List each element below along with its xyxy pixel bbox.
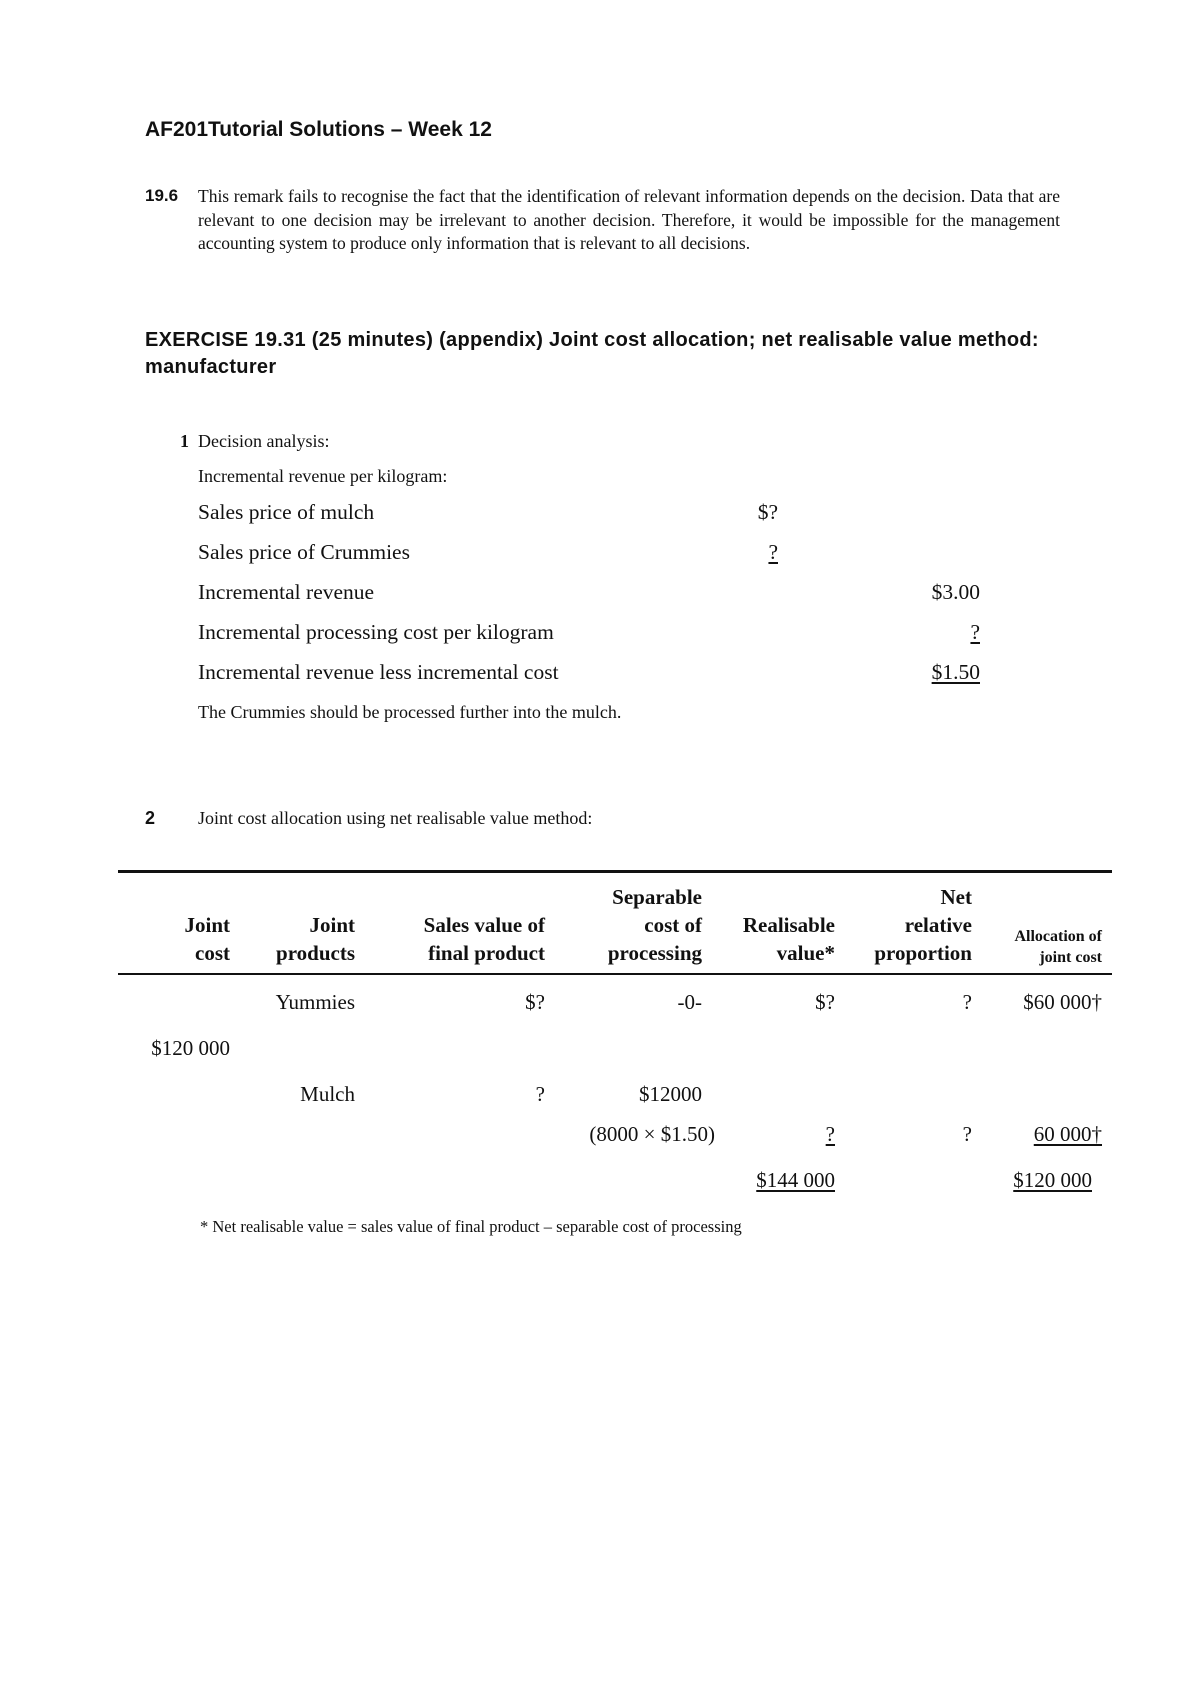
decision-row-col2: ? [970, 620, 980, 644]
product-name: Mulch [300, 1082, 355, 1106]
total-realisable-value: $144 000 [756, 1168, 835, 1192]
question-number: 19.6 [145, 186, 179, 205]
decision-row-col1: ? [768, 540, 778, 564]
separable-cost-calculation: (8000 × $1.50) [589, 1122, 715, 1146]
separable-cost: $12000 [639, 1082, 702, 1106]
part1-subtitle: Incremental revenue per kilogram: [198, 466, 448, 486]
part2-number: 2 [145, 808, 156, 828]
header-allocation: Allocation of joint cost [1014, 928, 1102, 966]
table-top-rule [118, 870, 1112, 873]
part1-conclusion: The Crummies should be processed further into the mulch. [198, 702, 622, 722]
realisable-value: $? [815, 990, 835, 1014]
sales-value: $? [525, 990, 545, 1014]
decision-row-label: Incremental revenue less incremental cost [198, 660, 559, 684]
question-answer-text: This remark fails to recognise the fact that the identification of relevant information depends on the decision. Data that are relevant to one decision may be irrelevant to another decision. Therefore, it would be impossible for the management accounting system to produce only information that is relevant to all decisions. [198, 186, 1060, 253]
exercise-heading: EXERCISE 19.31 (25 minutes) (appendix) Joint cost allocation; net realisable value method: manufacturer [145, 329, 1039, 378]
allocation-value: 60 000† [1033, 1122, 1102, 1146]
part2-title: Joint cost allocation using net realisable value method: [198, 808, 593, 828]
header-realisable-value: Realisable value* [742, 913, 835, 965]
table-header-rule [118, 973, 1112, 975]
header-sales-value: Sales value of final product [423, 913, 545, 965]
product-name: Yummies [275, 990, 355, 1014]
decision-row-label: Incremental processing cost per kilogram [198, 620, 554, 644]
decision-row-label: Sales price of Crummies [198, 540, 410, 564]
joint-cost-value: $120 000 [151, 1036, 230, 1060]
total-allocation: $120 000 [1013, 1168, 1092, 1192]
part1-title: Decision analysis: [198, 431, 330, 451]
decision-row-label: Incremental revenue [198, 580, 375, 604]
net-relative-proportion: ? [962, 1122, 972, 1146]
header-joint-cost: Joint cost [184, 913, 230, 965]
footnote: * Net realisable value = sales value of final product – separable cost of processing [200, 1217, 742, 1236]
header-separable-cost: Separable cost of processing [607, 885, 702, 965]
decision-row-col2: $1.50 [931, 660, 980, 684]
realisable-value: ? [825, 1122, 835, 1146]
decision-row-col1: $? [757, 500, 778, 524]
part1-number: 1 [180, 431, 189, 451]
header-net-relative-proportion: Net relative proportion [874, 885, 972, 965]
sales-value: ? [535, 1082, 545, 1106]
decision-row-col2: $3.00 [931, 580, 980, 604]
page-title: AF201Tutorial Solutions – Week 12 [145, 118, 492, 141]
separable-cost: -0- [677, 990, 702, 1014]
allocation-value: $60 000† [1023, 990, 1102, 1014]
decision-row-label: Sales price of mulch [198, 500, 375, 524]
net-relative-proportion: ? [962, 990, 972, 1014]
header-joint-products: Joint products [276, 913, 355, 965]
